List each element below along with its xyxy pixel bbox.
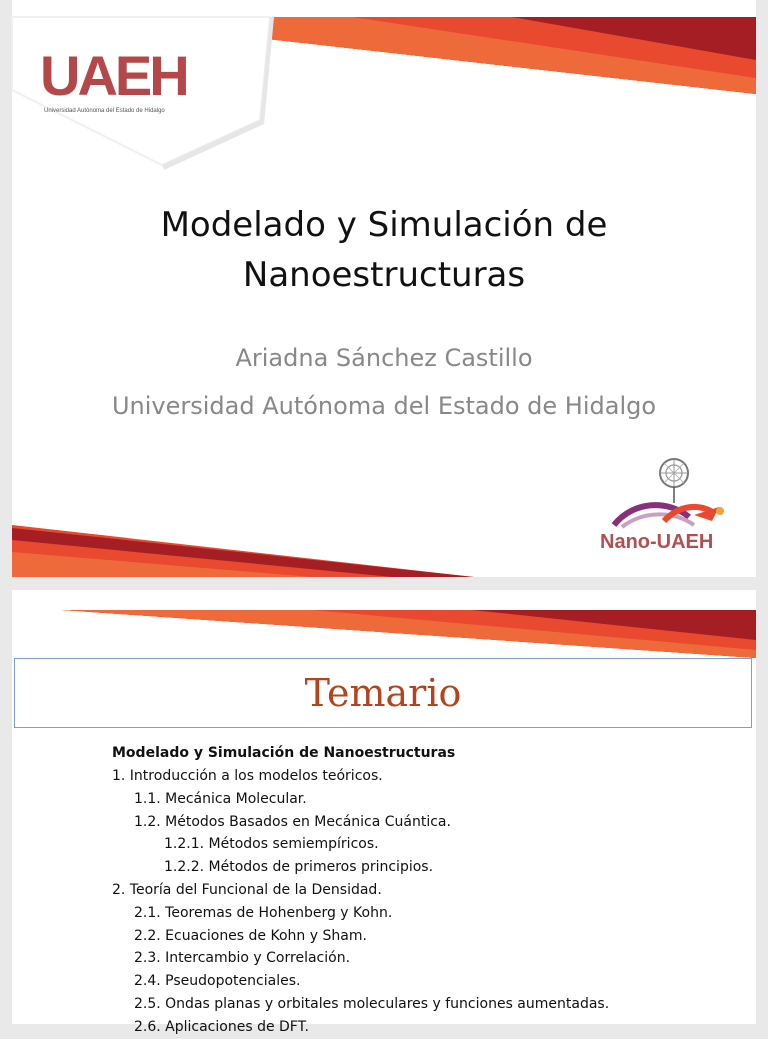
title-box: [14, 658, 752, 728]
syllabus-list: [112, 742, 752, 1039]
syllabus-item: 1.1. Mecánica Molecular.: [134, 790, 307, 807]
slide-title: [12, 200, 756, 300]
slide-title-line1: Modelado y Simulación de: [160, 205, 608, 245]
course-heading: Modelado y Simulación de Nanoestructuras: [112, 745, 456, 761]
slide-title-line2: Nanoestructuras: [242, 255, 526, 295]
author-name: Ariadna Sánchez Castillo: [235, 344, 533, 372]
syllabus-item: 2. Teoría del Funcional de la Densidad.: [112, 881, 382, 898]
nano-uaeh-logo-text: Nano-UAEH: [600, 531, 714, 553]
syllabus-item: 1.2.2. Métodos de primeros principios.: [164, 859, 434, 876]
syllabus-item: 2.3. Intercambio y Correlación.: [134, 950, 351, 967]
syllabus-item: 1.2.1. Métodos semiempíricos.: [164, 836, 379, 853]
uaeh-logo-caption: Universidad Autónoma del Estado de Hidalgo: [44, 108, 165, 114]
institution-name: Universidad Autónoma del Estado de Hidalgo: [111, 392, 657, 420]
uaeh-logo-letters: UAEH: [40, 44, 187, 107]
syllabus-item: 2.2. Ecuaciones de Kohn y Sham.: [134, 927, 367, 944]
syllabus-slide: [12, 590, 756, 1035]
syllabus-item: 2.5. Ondas planas y orbitales moleculares y funciones aumentadas.: [134, 995, 610, 1012]
syllabus-item: 2.1. Teoremas de Hohenberg y Kohn.: [134, 904, 393, 921]
syllabus-items: [112, 765, 752, 1039]
uaeh-logo: [40, 44, 190, 120]
syllabus-item: 2.6. Aplicaciones de DFT.: [134, 1018, 309, 1035]
syllabus-item: 2.4. Pseudopotenciales.: [134, 973, 301, 990]
title-slide: [12, 0, 756, 577]
syllabus-item: 1. Introducción a los modelos teóricos.: [112, 768, 383, 784]
slide-title: Temario: [304, 671, 462, 715]
nano-uaeh-logo: [594, 455, 744, 560]
syllabus-item: 1.2. Métodos Basados en Mecánica Cuántica.: [134, 813, 451, 830]
